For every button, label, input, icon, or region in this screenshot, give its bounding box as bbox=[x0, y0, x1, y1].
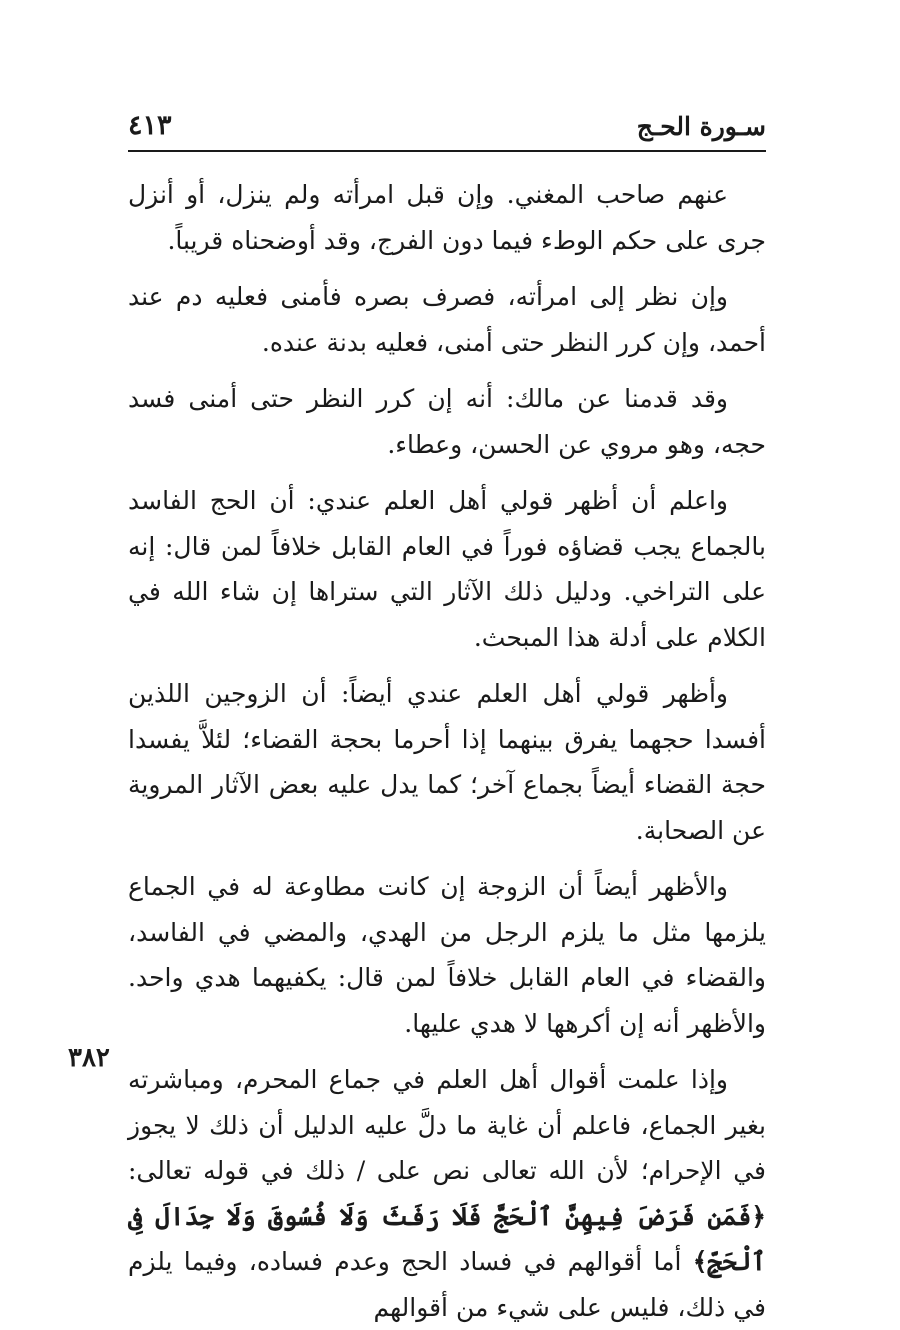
page-header bbox=[128, 108, 766, 148]
paragraph: وقد قدمنا عن مالك: أنه إن كرر النظر حتى أمنى فسد حجه، وهو مروي عن الحسن، وعطاء. bbox=[128, 384, 766, 459]
paragraph-with-quran-verse bbox=[128, 1057, 766, 1330]
paragraph: وأظهر قولي أهل العلم عندي أيضاً: أن الزوجين اللذين أفسدا حجهما يفرق بينهما إذا أحرما بحجة القضاء؛ لئلاَّ يفسدا حجة القضاء أيضاً بجماع آخر؛ كما يدل عليه بعض الآثار المروية عن الصحابة. bbox=[128, 679, 766, 845]
paragraph-text-after-verse: أما أقوالهم في فساد الحج وعدم فساده، وفيما يلزم في ذلك، فليس على شيء من أقوالهم bbox=[128, 1247, 766, 1322]
page-number: ٤١٣ bbox=[128, 110, 172, 141]
paragraph: واعلم أن أظهر قولي أهل العلم عندي: أن الحج الفاسد بالجماع يجب قضاؤه فوراً في العام القابل خلافاً لمن قال: إنه على التراخي. ودليل ذلك الآثار التي ستراها إن شاء الله في الكلام على أدلة هذا المبحث. bbox=[128, 486, 766, 652]
paragraph: عنهم صاحب المغني. وإن قبل امرأته ولم ينزل، أو أنزل جرى على حكم الوطء فيما دون الفرج، وقد أوضحناه قريباً. bbox=[128, 180, 766, 255]
body-text bbox=[128, 172, 766, 1330]
quran-verse: ﴿فَمَن فَرَضَ فِيهِنَّ ٱلْحَجَّ فَلَا رَفَثَ وَلَا فُسُوقَ وَلَا جِدَالَ فِى ٱلْحَجِّ﴾ bbox=[128, 1201, 766, 1276]
paragraph: والأظهر أيضاً أن الزوجة إن كانت مطاوعة له في الجماع يلزمها مثل ما يلزم الرجل من الهدي، والمضي في الفاسد، والقضاء في العام القابل خلافاً لمن قال: يكفيهما هدي واحد. والأظهر أنه إن أكرهها لا هدي عليها. bbox=[128, 872, 766, 1038]
header-rule bbox=[128, 150, 766, 152]
margin-page-reference: ٣٨٢ bbox=[68, 1043, 110, 1073]
paragraph-text-before-verse: وإذا علمت أقوال أهل العلم في جماع المحرم، ومباشرته بغير الجماع، فاعلم أن غاية ما دلَّ عليه الدليل أن ذلك لا يجوز في الإحرام؛ لأن الله تعالى نص على / ذلك في قوله تعالى: bbox=[128, 1065, 766, 1185]
surah-title: سـورة الحـج bbox=[636, 112, 766, 141]
paragraph: وإن نظر إلى امرأته، فصرف بصره فأمنى فعليه دم عند أحمد، وإن كرر النظر حتى أمنى، فعليه بدنة عنده. bbox=[128, 282, 766, 357]
